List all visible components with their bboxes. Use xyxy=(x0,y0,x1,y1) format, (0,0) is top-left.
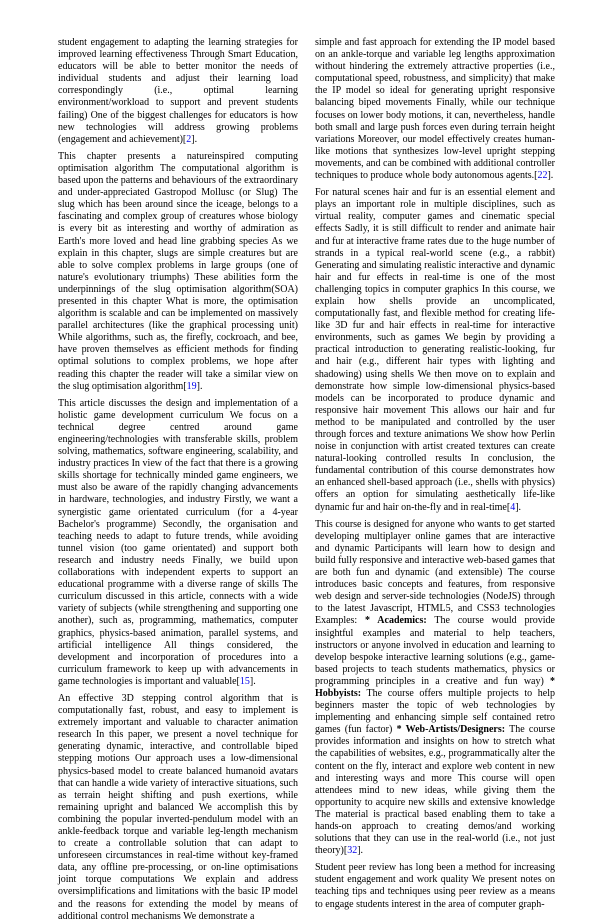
text-run: This course is designed for anyone who wants to get started developing multiplayer online games that are interactive and dynamic Participants will learn how to design and build fully responsive and interactive web-based games that are both fun and dynamic (and extensible) The course introduces basic concepts and features, from responsive web design and server-side technologies (NodeJS) through to the latest Javascript, HTML5, and CSS3 technologies Examples: xyxy=(315,518,555,627)
left-column xyxy=(58,37,298,923)
text-run: For natural scenes hair and fur is an essential element and plays an important role in multiple disciplines, such as virtual reality, computer games and cinematic special effects Sadly, it is still difficult to render and animate hair and fur at interactive frame rates due to the huge number of strands in a typical real-world scene (e.g., a rabbit) Generating and simulating realistic interactive and dynamic hair and fur effects in real-time is one of the most challenging topics in computer graphics In this course, we explain how shells provide an uncomplicated, computationally fast, and flexible method for creating life-like 3D fur and hair effects in real-time for interactive environments, such as games We begin by providing a practical introduction to generating realistic-looking, fur and hair (e.g., different hair types with lighting and shadowing) using shells We then move on to explain and demonstrate how simple low-dimensional physics-based models can be incorporated to produce dynamic and responsive hair movement This allows our hair and fur method to be manipulated and controlled by the user through forces and texture animations We show how Perlin noise in conjunction with artist created textures can create natural-looking controlled results In conclusion, the fundamental contribution of this course demonstrates how an enhanced shell-based approach (i.e., shells with physics) offers an option for simulating aesthetically life-like dynamic fur and hair on-the-fly and in real-time[ xyxy=(315,187,555,513)
text-run: An effective 3D stepping control algorithm that is computationally fast, robust, and easy to implement is extremely important and valuable to character animation research In this paper, we present a novel technique for generating dynamic, interactive, and controllable biped stepping motions Our approach uses a low-dimensional physics-based model to create balanced humanoid avatars that can handle a wide variety of interactive situations, such as terrain height shifting and push exertions, while remaining upright and balanced We accomplish this by combining the popular inverted-pendulum model with an ankle-feedback torque and variable leg-length mechanism to create a controllable solution that can adapt to unforeseen circumstances in real-time without key-framed data, any offline pre-processing, or on-line optimisations joint torque computations We explain and address oversimplifications and limitations with the basic IP model and the reasons for extending the model by means of additional control mechanisms We demonstrate a xyxy=(58,692,298,922)
paragraph xyxy=(315,519,555,858)
citation-link[interactable]: 4 xyxy=(510,501,516,513)
paragraph xyxy=(315,187,555,514)
paragraph xyxy=(58,151,298,393)
text-run: Student peer review has long been a method for increasing student engagement and work quality We present notes on teaching tips and techniques using peer review as a means to engage students interest in the area of computer graph- xyxy=(315,862,555,910)
paragraph xyxy=(58,37,298,146)
citation-link[interactable]: 22 xyxy=(537,170,548,182)
bold-text-run: * Academics: xyxy=(365,615,427,627)
text-run: ]. xyxy=(357,845,364,857)
citation-link[interactable]: 32 xyxy=(347,845,358,857)
citation-link[interactable]: 15 xyxy=(239,675,250,687)
paragraph xyxy=(315,37,555,182)
text-columns xyxy=(58,37,555,923)
paragraph xyxy=(58,398,298,688)
text-run: The course would provide insightful examples and material to help teachers, instructors or anyone involved in education and learning to develop bespoke interactive learning solutions (e.g., game-based projects to teach students mathematics, physics or programming principles in a creative and fun way) xyxy=(315,615,555,687)
text-run: ]. xyxy=(515,501,522,513)
text-run: simple and fast approach for extending the IP model based on an ankle-torque and variable leg lengths approximation without hindering the extremely attractive properties (i.e., computational speed, robustness, and simplicity) that make the IP model so ideal for generating upright responsive balancing biped movements Finally, while our technique focuses on lower body motions, it can, nevertheless, handle both small and large push forces even during terrain height variations Moreover, our model effectively creates human-like motions that synthesizes low-level upright stepping movements, and can be combined with additional controller techniques to produce whole body autonomous agents.[ xyxy=(315,37,555,182)
text-run: The course provides information and insights on how to stretch what the capabilities of websites, e.g., programmatically alter the content on the fly, interact and explore web content in new and interesting ways and more This course will open attendees mind to new ideas, while giving them the opportunity to acquire new skills and extensive knowledge The material is practical based enabling them to take a hands-on approach to creating demos/and working solutions that they can use in the real-world (i.e., not just theory)[ xyxy=(315,724,556,857)
citation-link[interactable]: 19 xyxy=(186,380,197,392)
text-run: student engagement to adapting the learning strategies for improved learning effectiveness Through Smart Education, educators will be able to better monitor the needs of individual students and adjust their learning load correspondingly (i.e., optimal learning environment/workload to support and prevent students failing) One of the biggest challenges for educators is how new technologies will address growing problems (engagement and achievement)[ xyxy=(58,37,298,145)
text-run: ]. xyxy=(196,380,203,392)
text-run: This chapter presents a natureinspired computing optimisation algorithm The computational algorithm is based upon the patterns and behaviours of the extraordinary and under-appreciated Gastropod Mollusc (or Slug) The slug which has been around since the iceage, belongs to a fascinating and complex group of creatures whose biology is every bit as interesting and worthy of admiration as Earth's more loved and head line grabbing species As we explain in this chapter, slugs are simple creatures but are able to solve complex problems in large groups (one of nature's evolutionary triumphs) These abilities form the underpinnings of the slug optimisation algorithm(SOA) presented in this chapter What is more, the optimisation algorithm is scalable and can be implemented on massively parallel architectures (like the graphical processing unit) While algorithms, such as, the firefly, cockroach, and bee, have proven themselves as efficient methods for finding optimal solutions to complex problems, we hope after reading this chapter the reader will take a similar view on the slug optimisation algorithm[ xyxy=(58,150,298,392)
paragraph xyxy=(58,693,298,923)
text-run: This article discusses the design and implementation of a holistic game development curriculum We focus on a technical degree centred around game engineering/technologies with transferable skills, problem solving, mathematics, software engineering, scalability, and industry practices In view of the fact that there is a growing skills shortage for technically minded game engineers, we must also be aware of the rapidly changing advancements in hardware, technologies, and industry Firstly, we want a synergistic game orientated curriculum (for a 4-year Bachelor's programme) Secondly, the organisation and teaching needs to adapt to future trends, while avoiding tunnel vision (too game orientated) and support both research and industry needs Finally, we build upon collaborations with independent experts to support an educational programme with a diverse range of skills The curriculum discussed in this article, connects with a wide variety of subjects (while strengthening and supporting one another), such as, programming, mathematics, computer graphics, physics-based animation, parallel systems, and artificial intelligence All things considered, the development and incorporation of procedures into a curriculum framework to keep up with advancements in game technologies is important and valuable[ xyxy=(58,397,298,687)
text-run: The course offers multiple projects to help beginners master the topic of web technologies by implementing and enhancing simple self contained retro games (fun factor) xyxy=(315,687,555,736)
right-column xyxy=(315,37,555,923)
text-run: ]. xyxy=(249,675,256,687)
text-run: ]. xyxy=(191,133,198,145)
text-run: ]. xyxy=(547,170,554,182)
bold-text-run: * Hobbyists: xyxy=(315,675,555,699)
citation-link[interactable]: 2 xyxy=(186,133,192,145)
bold-text-run: * Web-Artists/Designers: xyxy=(396,724,506,736)
paragraph xyxy=(315,862,555,910)
